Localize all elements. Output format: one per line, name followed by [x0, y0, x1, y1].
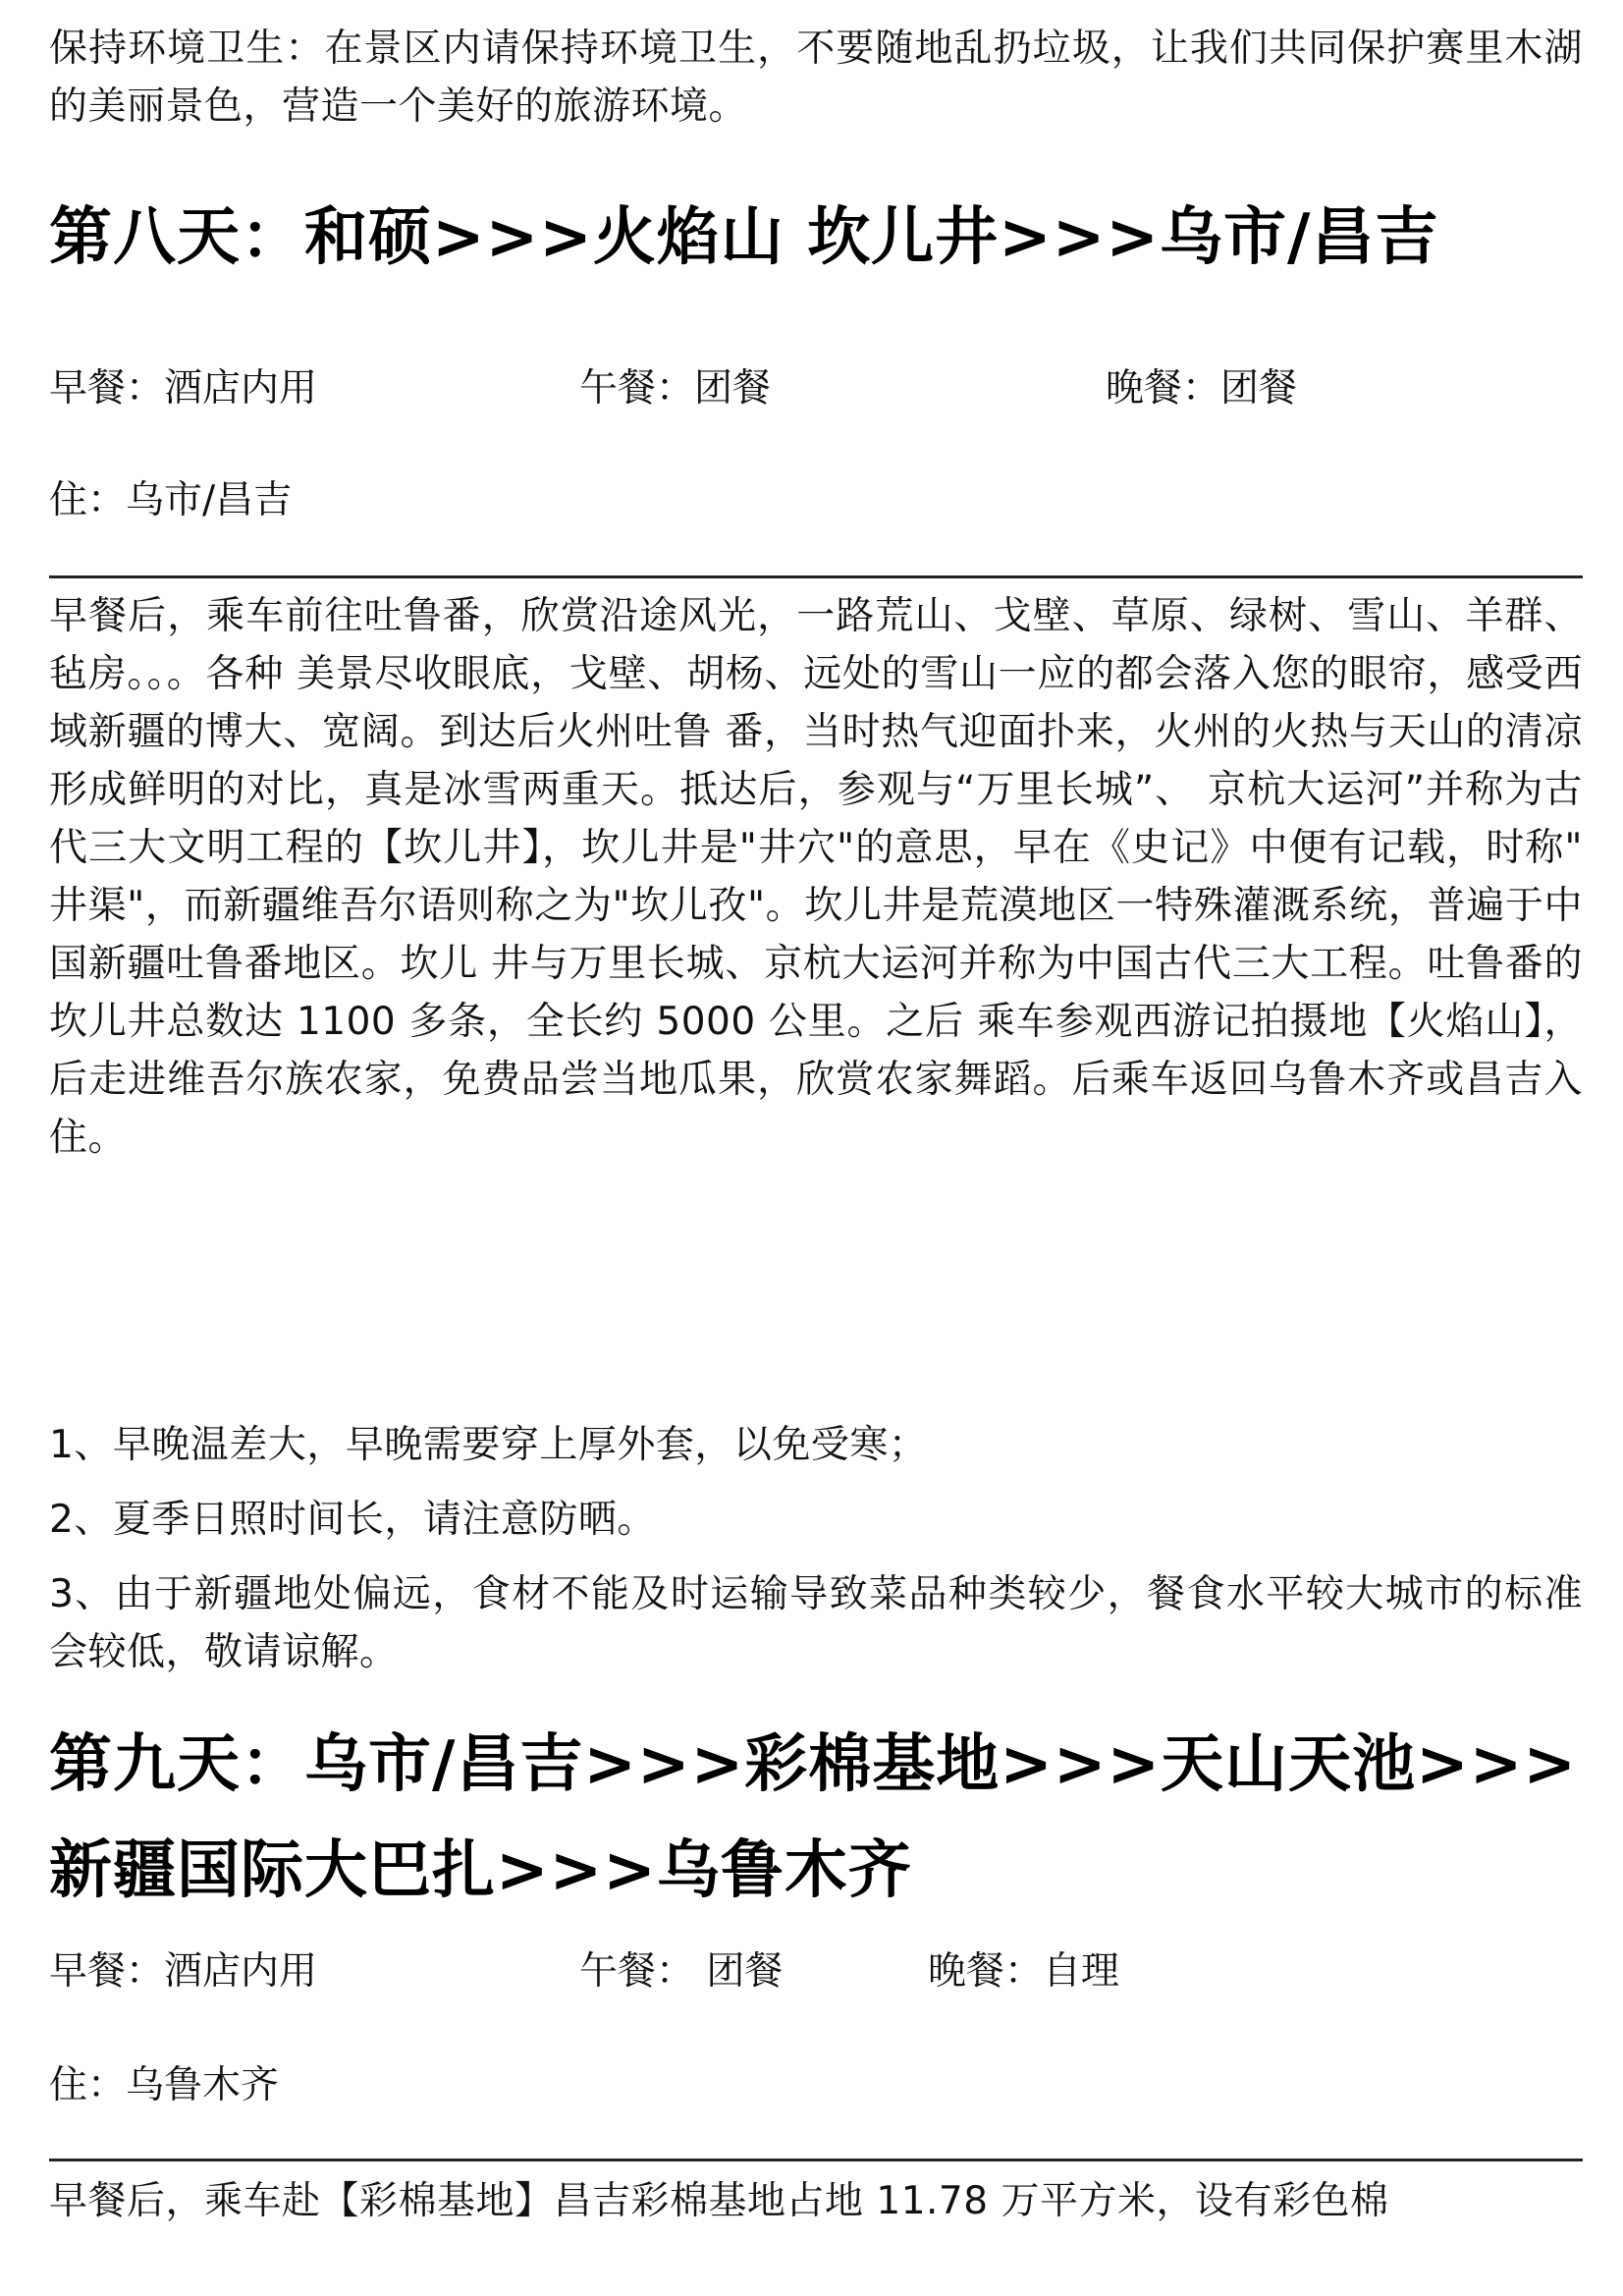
day8-breakfast: 早餐：酒店内用 — [49, 366, 318, 410]
day8-note-2: 2、夏季日照时间长，请注意防晒。 — [49, 1498, 656, 1542]
day8-meals — [49, 359, 1583, 418]
day8-note-1: 1、早晚温差大，早晚需要穿上厚外套，以免受寒； — [49, 1423, 928, 1467]
day8-divider — [49, 575, 1583, 578]
day9-breakfast: 早餐：酒店内用 — [49, 1949, 318, 1994]
day9-title: 第九天：乌市/昌吉>>>彩棉基地>>>天山天池>>>新疆国际大巴扎>>>乌鲁木齐 — [49, 1728, 1577, 1907]
day8-description: 早餐后，乘车前往吐鲁番，欣赏沿途风光，一路荒山、戈壁、草原、绿树、雪山、羊群、毡房。。。各种 美景尽收眼底，戈壁、胡杨、远处的雪山一应的都会落入您的眼帘，感受西域新疆的博大、宽阔。到达后火州吐鲁 番，当时热气迎面扑来，火州的火热与天山的清凉形成鲜明的对比，真是冰雪两重天。抵达后，参观与“万里长城”、 京杭大运河”并称为古代三大文明工程的【坎儿井】，坎儿井是"井穴"的意思，早在《史记》中便有记载，时称" 井渠"，而新疆维吾尔语则称之为"坎儿孜"。坎儿井是荒漠地区一特殊灌溉系统，普遍于中国新疆吐鲁番地区。坎儿 井与万里长城、京杭大运河并称为中国古代三大工程。吐鲁番的坎儿井总数达 1100 多条，全长约 5000 公里。之后 乘车参观西游记拍摄地【火焰山】，后走进维吾尔族农家，免费品尝当地瓜果，欣赏农家舞蹈。后乘车返回乌鲁木齐或昌吉入住。 — [49, 594, 1583, 1160]
day8-title: 第八天：和硕>>>火焰山 坎儿井>>>乌市/昌吉 — [49, 201, 1439, 274]
day8-lunch: 午餐：团餐 — [579, 366, 772, 410]
day9-dinner: 晚餐：自理 — [928, 1949, 1120, 1994]
day8-stay: 住：乌市/昌吉 — [49, 478, 293, 522]
day9-divider — [49, 2159, 1583, 2161]
day8-dinner: 晚餐：团餐 — [1106, 366, 1298, 410]
day9-description: 早餐后，乘车赴【彩棉基地】昌吉彩棉基地占地 11.78 万平方米，设有彩色棉 — [49, 2179, 1389, 2223]
environment-note: 保持环境卫生：在景区内请保持环境卫生，不要随地乱扔垃圾，让我们共同保护赛里木湖的美丽景色，营造一个美好的旅游环境。 — [49, 27, 1583, 129]
day9-lunch: 午餐： 团餐 — [579, 1949, 784, 1994]
day9-stay: 住：乌鲁木齐 — [49, 2063, 280, 2107]
day8-note-3: 3、由于新疆地处偏远，食材不能及时运输导致菜品种类较少，餐食水平较大城市的标准会较低，敬请谅解。 — [49, 1572, 1583, 1674]
day9-meals — [49, 1942, 1583, 2001]
